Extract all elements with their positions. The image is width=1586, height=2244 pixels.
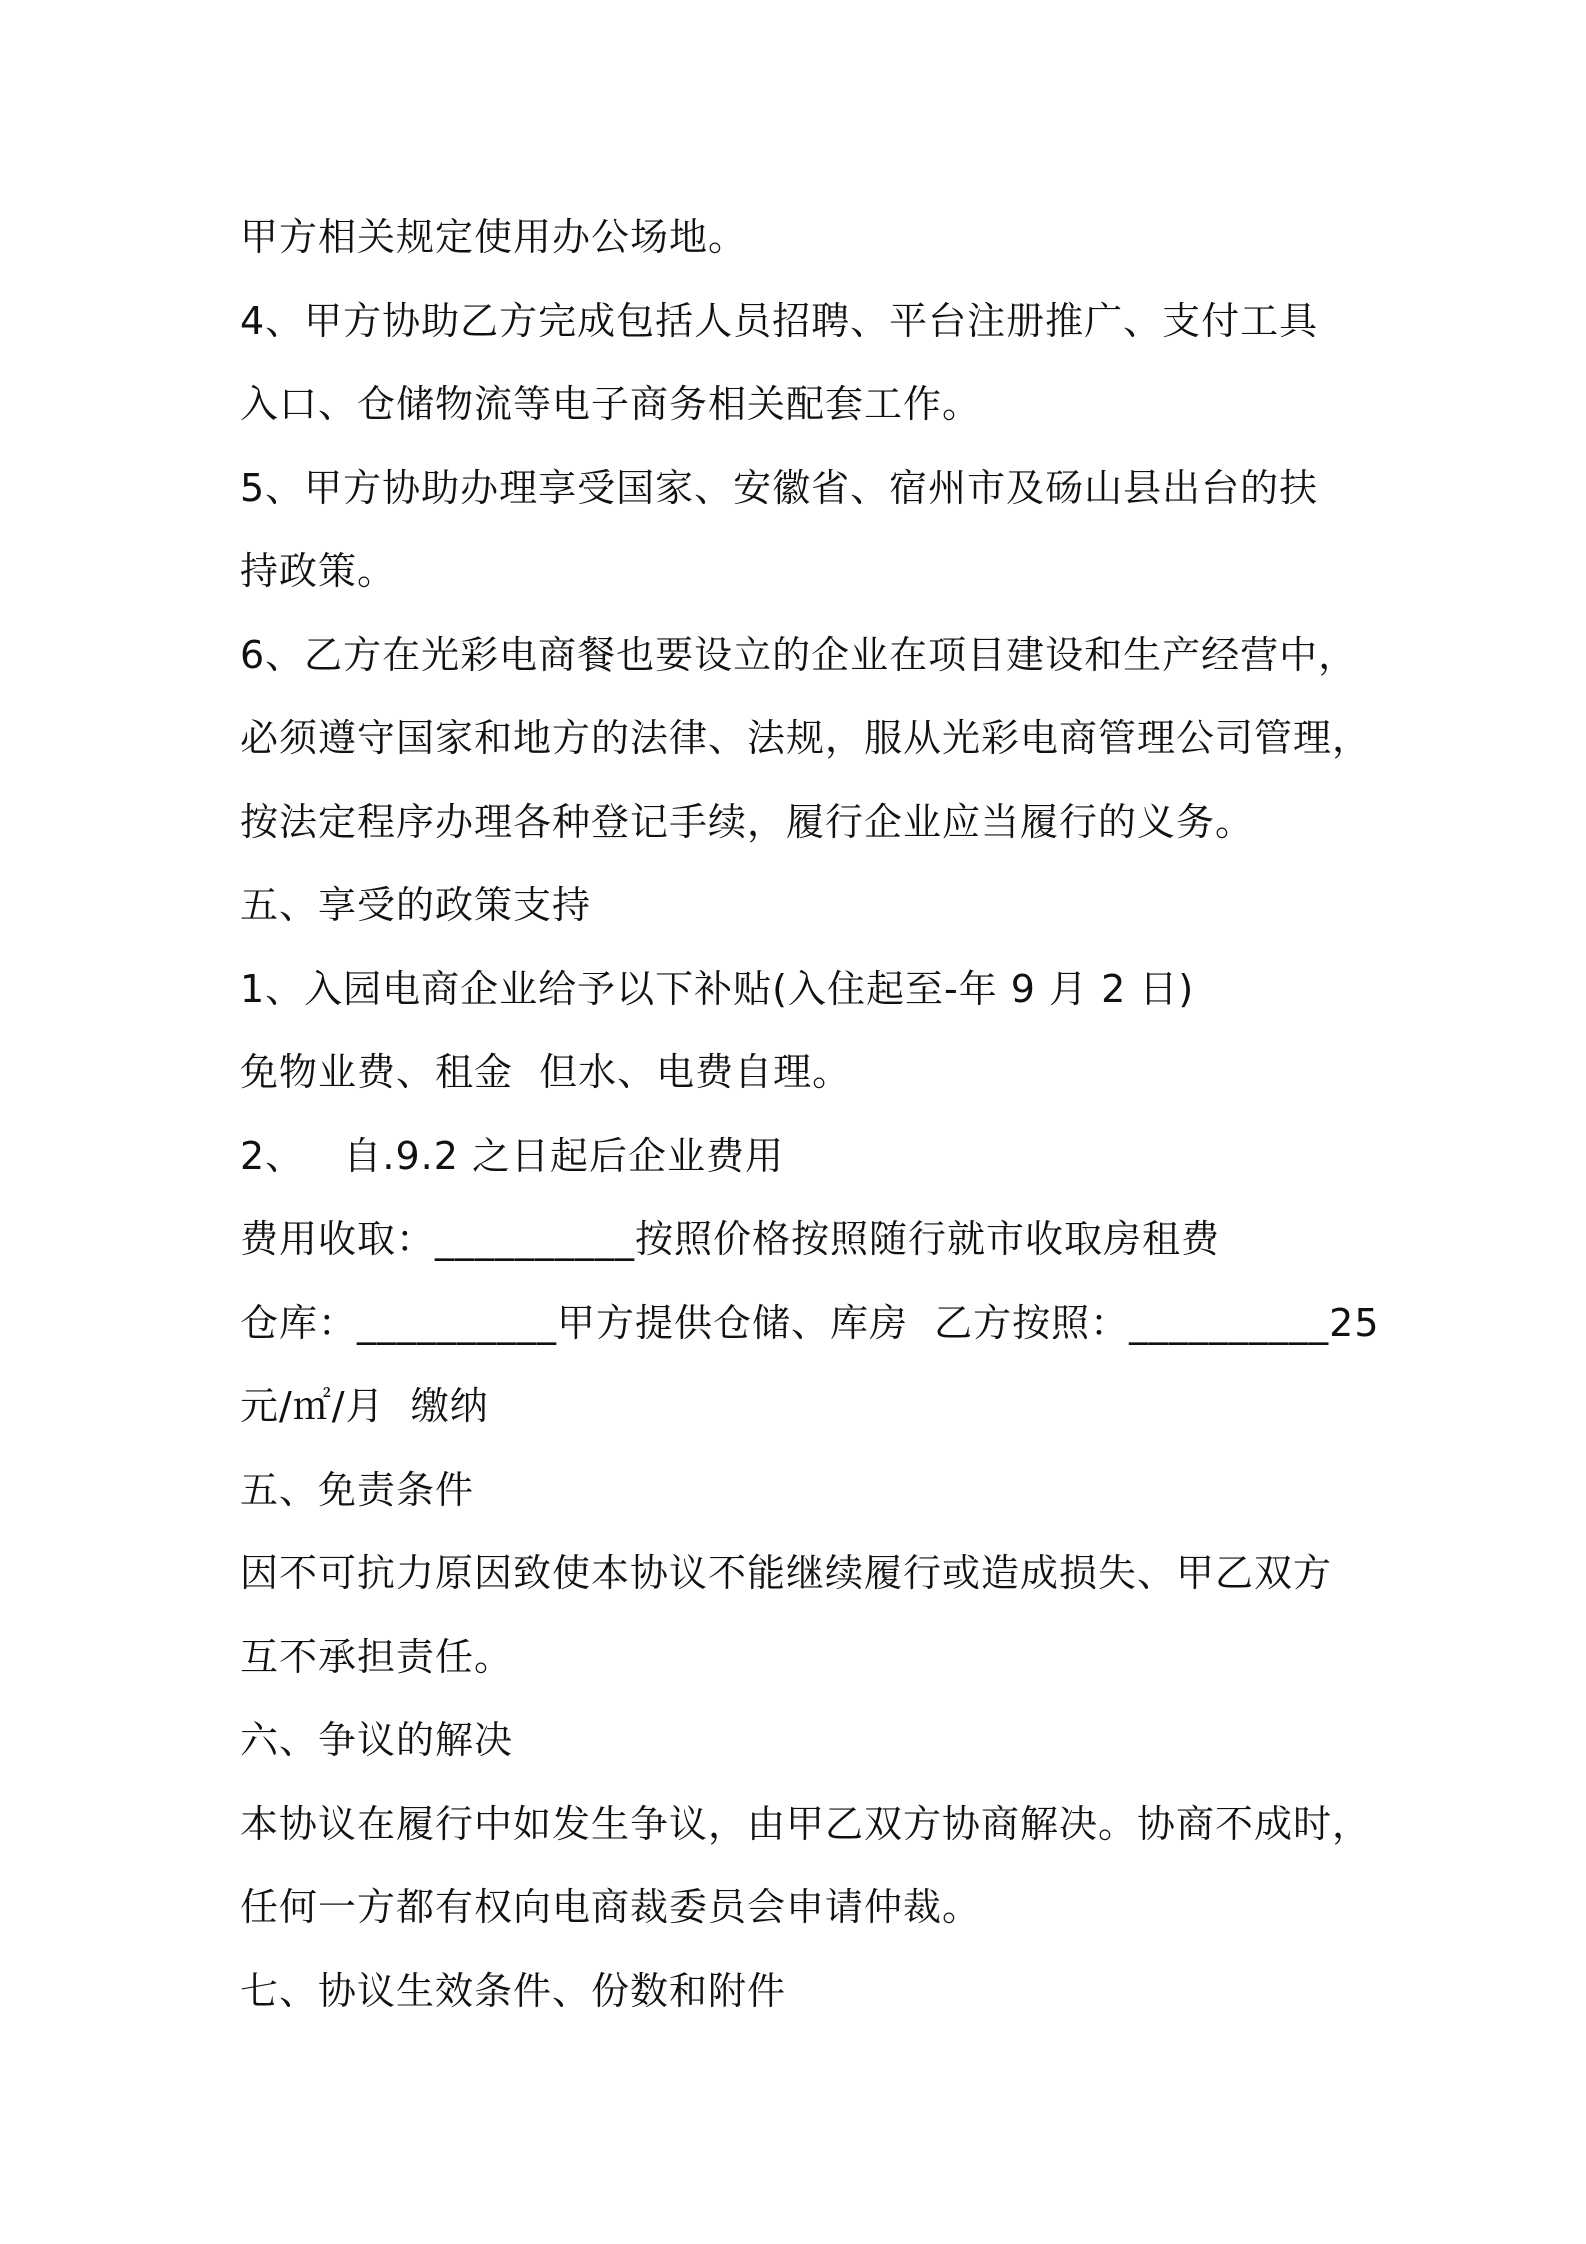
text-line: 按法定程序办理各种登记手续，履行企业应当履行的义务。 [240,799,1255,844]
text-line: 本协议在履行中如发生争议，由甲乙双方协商解决。协商不成时， [240,1801,1372,1846]
text-line: 入口、仓储物流等电子商务相关配套工作。 [240,382,982,426]
section-heading: 五、免责条件 [240,1467,475,1512]
text-line: 互不承担责任。 [240,1634,514,1679]
section-heading: 五、享受的政策支持 [240,883,592,927]
text-line: 4、甲方协助乙方完成包括人员招聘、平台注册推广、支付工具 [240,298,1319,343]
text-line: 因不可抗力原因致使本协议不能继续履行或造成损失、甲乙双方 [240,1551,1333,1595]
text-line: 1、入园电商企业给予以下补贴(入住起至-年 9 月 2 日) [240,966,1195,1011]
text-line: 5、甲方协助办理享受国家、安徽省、宿州市及砀山县出台的扶 [240,465,1319,510]
text-line: 必须遵守国家和地方的法律、法规，服从光彩电商管理公司管理， [240,716,1372,760]
text-line: 2、 自.9.2 之日起后企业费用 [240,1133,785,1178]
text-line: 任何一方都有权向电商裁委员会申请仲裁。 [240,1885,982,1929]
section-heading: 七、协议生效条件、份数和附件 [240,1968,787,2013]
text-line: 仓库：__________甲方提供仓储、库房 乙方按照：__________25 [240,1300,1380,1345]
text-line: 持政策。 [240,549,397,593]
section-heading: 六、争议的解决 [240,1718,514,1762]
text-line: 6、乙方在光彩电商餐也要设立的企业在项目建设和生产经营中， [240,632,1358,677]
text-line: 费用收取：__________按照价格按照随行就市收取房租费 [240,1217,1221,1261]
document-body [240,196,1380,2033]
text-line: 甲方相关规定使用办公场地。 [240,215,748,259]
text-line: 元/㎡/月 缴纳 [240,1384,489,1428]
text-line: 免物业费、租金 但水、电费自理。 [240,1050,852,1094]
